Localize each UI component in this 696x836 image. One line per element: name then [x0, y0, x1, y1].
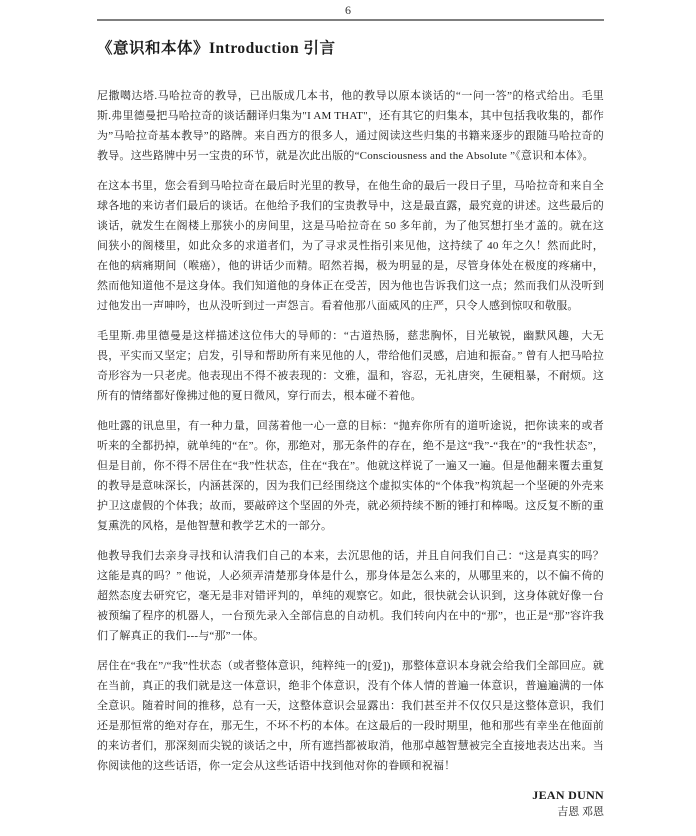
document-body: [97, 39, 604, 820]
header-rule: [97, 19, 604, 21]
paragraph-abidance-conclusion: 居住在“我在”/“我”性状态（或者整体意识，纯粹纯一的[爱])，那整体意识本身就会给我们全部回应。就在当前，真正的我们就是这一体意识，绝非个体意识，没有个体人情的普遍一体意识，普遍遍满的一体全意识。随着时间的推移，总有一天，这整体意识会显露出：我们甚至并不仅仅只是这整体意识，我们还是那恒常的绝对存在，那无生，不坏不朽的本体。在这最后的一段时期里，他和那些有幸坐在他面前的来访者们，那深刻而尖锐的谈话之中，所有遮挡都被取消，他那卓越智慧被完全直接地表达出来。当你阅读他的这些话语，你一定会从这些话语中找到他对你的眷顾和祝福！: [97, 660, 604, 772]
signature-name: JEAN DUNN: [532, 788, 604, 802]
paragraph-self-inquiry: 他教导我们去亲身寻找和认清我们自己的本来，去沉思他的话，并且自问我们自己：“这是真实的吗？这能是真的吗？” 他说，人必须弄清楚那身体是什么，那身体是怎么来的，从哪里来的，以不偏不倚的超然态度去研究它，毫无是非对错评判的，单纯的观察它。如此，很快就会认识到，这身体就好像一台被预编了程序的机器人，一台预先录入全部信息的自动机。我们转向内在中的“那”，也正是“那”容许我们了解真正的我们---与“那”一体。: [97, 550, 604, 642]
page-number: 6: [345, 3, 351, 17]
signature-block: [97, 786, 604, 820]
page-header: [0, 0, 696, 21]
paragraph-intro-books: 尼撒噶达塔.马哈拉奇的教导，已出版成几本书，他的教导以原本谈话的“一问一答”的格式给出。毛里斯.弗里德曼把马哈拉奇的谈话翻译归集为"I AM THAT"，还有其它的归集本，其中包括我收集的，都作为”马哈拉奇基本教导”的路牌。来自西方的很多人，通过阅读这些归集的书籍来逐步的跟随马哈拉奇的教导。这些路牌中另一宝贵的环节，就是次此出版的“Consciousness and the Absolute ”《意识和本体》。: [97, 90, 604, 162]
signature-name-chinese: 吉恩 邓恩: [557, 806, 604, 818]
paragraph-core-message: 他吐露的讯息里，有一种力量，回荡着他一心一意的目标：“抛弃你所有的道听途说，把你读来的或者听来的全都扔掉，就单纯的“在”。你，那绝对，那无条件的存在，绝不是这“我”-“我在”的“我性状态”，但是目前，你不得不居住在“我”性状态，住在“我在”。他就这样说了一遍又一遍。但是他翻来覆去重复的教导是意味深长，内涵甚深的，因为我们已经围绕这个虚拟实体的“个体我”构筑起一个坚硬的外壳来护卫这虚假的个体我；故而，要敲碎这个坚固的外壳，就必须持续不断的锤打和棒喝。这反复不断的重复熏洗的风格，是他智慧和教学艺术的一部分。: [97, 420, 604, 532]
paragraph-last-days: 在这本书里，您会看到马哈拉奇在最后时光里的教导，在他生命的最后一段日子里，马哈拉奇和来自全球各地的来访者们最后的谈话。在他给予我们的宝贵教导中，这是最直露，最究竟的讲述。这些最后的谈话，就发生在阁楼上那狭小的房间里，这是马哈拉奇在 50 多年前，为了他冥想打坐才盖的。就在这间狭小的阁楼里，如此众多的求道者们，为了寻求灵性指引来见他，这持续了 40 年之久！然而此时，在他的病痛期间（喉癌），他的讲话少而精。昭然若揭，极为明显的是，尽管身体处在极度的疼痛中，然而他知道他不是这身体。我们知道他的身体正在受苦，因为他也告诉我们这一点；然而我们从没听到过他发出一声呻吟，也从没听到过一声怨言。看着他那八面威风的庄严，只令人感到惊叹和敬服。: [97, 180, 604, 312]
document-title: 《意识和本体》Introduction 引言: [97, 40, 336, 57]
paragraph-frydman-description: 毛里斯.弗里德曼是这样描述这位伟大的导师的：“古道热肠，慈悲胸怀，目光敏锐，幽默风趣，大无畏，平实而又坚定；启发，引导和帮助所有来见他的人，带给他们灵感，启迪和振奋。” 曾有人把马哈拉奇形容为一只老虎。他表现出不得不被表现的：文雅，温和，容忍，无礼唐突，生硬粗暴，不耐烦。这所有的情绪都好像拂过他的夏日微风，穿行而去，根本碰不着他。: [97, 330, 604, 402]
